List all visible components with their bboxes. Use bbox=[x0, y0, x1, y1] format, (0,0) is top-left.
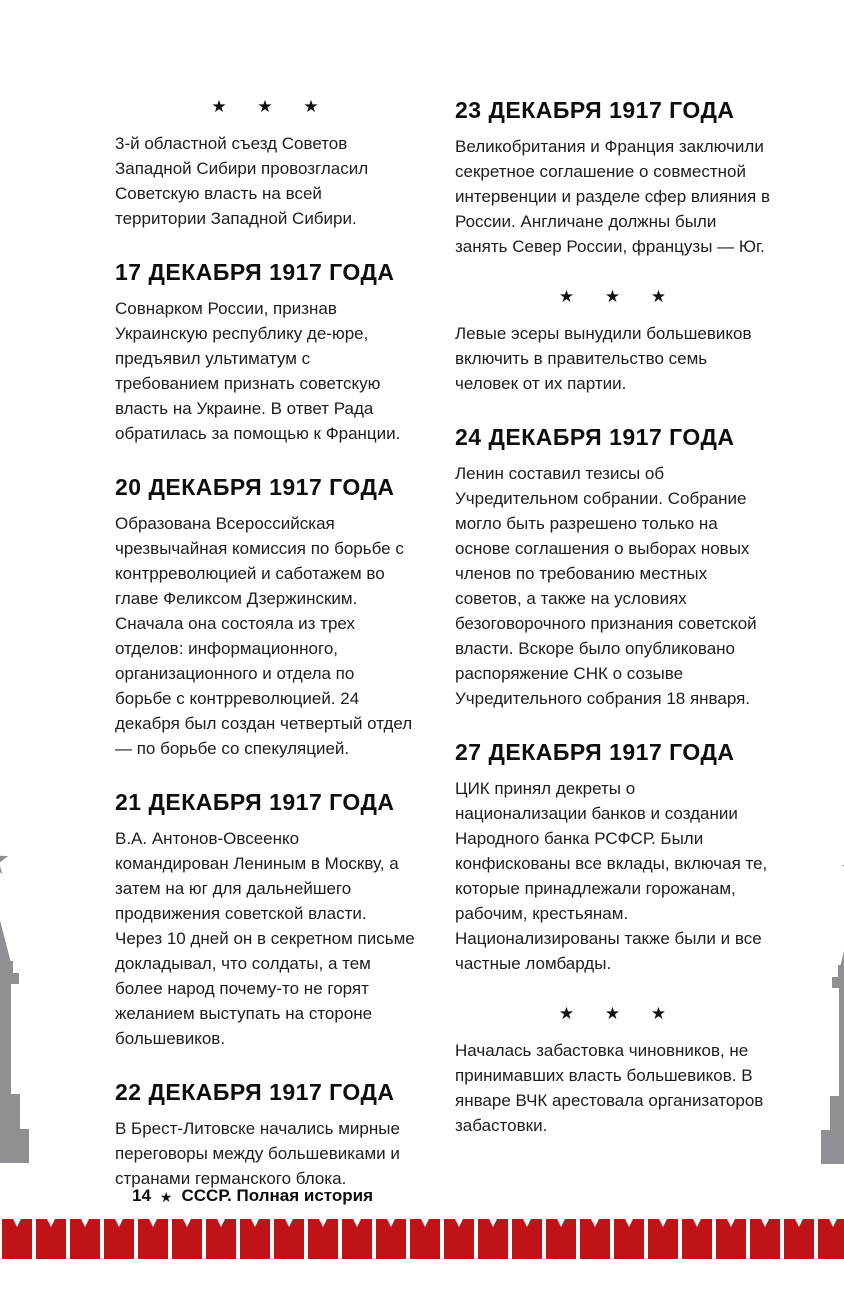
entry-paragraph: Ленин составил тезисы об Учредительном собрании. Собрание могло быть разрешено только на основе соглашения о выборах новых членов по требованию местных советов, а также на условиях безоговорочного признания советской власти. Вскоре было опубликовано распоряжение СНК о созыве Учредительного собрания 18 января. bbox=[455, 464, 757, 708]
kremlin-wall-border bbox=[0, 1213, 844, 1259]
entry-paragraph: Великобритания и Франция заключили секретное соглашение о совместной интервенции и разделе сфер влияния в России. Англичане должны были занять Север России, французы — Юг. bbox=[455, 137, 771, 256]
entry-paragraph: Началась забастовка чиновников, не принимавших власть большевиков. В январе ВЧК арестовала организаторов забастовки. bbox=[455, 1041, 764, 1135]
page-footer bbox=[132, 1186, 373, 1206]
stars-divider: ★ ★ ★ bbox=[558, 1004, 667, 1023]
entry-paragraph: В Брест-Литовске начались мирные переговоры между большевиками и странами германского блока. bbox=[115, 1119, 400, 1188]
left-column bbox=[115, 97, 415, 1193]
entry-paragraph: Образована Всероссийская чрезвычайная комиссия по борьбе с контрреволюцией и саботажем во главе Феликсом Дзержинским. Сначала она состояла из трех отделов: информационного, организационного и отдела по борьбе с контрреволюцией. 24 декабря был создан четвертый отдел — по борьбе со спекуляцией. bbox=[115, 514, 413, 758]
date-heading: 22 ДЕКАБРЯ 1917 ГОДА bbox=[115, 1079, 395, 1105]
stars-divider: ★ ★ ★ bbox=[211, 97, 319, 116]
date-heading: 23 ДЕКАБРЯ 1917 ГОДА bbox=[455, 97, 735, 123]
date-heading: 21 ДЕКАБРЯ 1917 ГОДА bbox=[115, 789, 395, 815]
page-number: 14 bbox=[132, 1186, 151, 1205]
page-content bbox=[115, 97, 770, 1193]
kremlin-silhouette-left-icon bbox=[0, 843, 38, 1163]
date-heading: 17 ДЕКАБРЯ 1917 ГОДА bbox=[115, 259, 395, 285]
kremlin-silhouette-right-icon bbox=[812, 852, 844, 1164]
date-heading: 24 ДЕКАБРЯ 1917 ГОДА bbox=[455, 424, 735, 450]
footer-star-icon: ★ bbox=[159, 1188, 173, 1205]
entry-paragraph: Левые эсеры вынудили большевиков включить в правительство семь человек от их партии. bbox=[455, 324, 752, 393]
right-column bbox=[455, 97, 770, 1193]
date-heading: 20 ДЕКАБРЯ 1917 ГОДА bbox=[115, 474, 395, 500]
entry-paragraph: Совнарком России, признав Украинскую республику де-юре, предъявил ультиматум с требованием признать советскую власть на Украине. В ответ Рада обратилась за помощью к Франции. bbox=[115, 299, 401, 443]
entry-paragraph: 3-й областной съезд Советов Западной Сибири провозгласил Советскую власть на всей территории Западной Сибири. bbox=[115, 134, 369, 228]
entry-paragraph: В.А. Антонов-Овсеенко командирован Лениным в Москву, а затем на юг для дальнейшего продвижения советской власти. Через 10 дней он в секретном письме докладывал, что солдаты, а тем более народ почему-то не горят желанием выступать на стороне большевиков. bbox=[115, 829, 415, 1048]
stars-divider: ★ ★ ★ bbox=[558, 287, 667, 306]
book-title: СССР. Полная история bbox=[181, 1186, 374, 1205]
entry-paragraph: ЦИК принял декреты о национализации банков и создании Народного банка РСФСР. Были конфискованы все вклады, включая те, которые принадлежали горожанам, рабочим, крестьянам. Национализированы также были и все частные ломбарды. bbox=[455, 779, 768, 973]
date-heading: 27 ДЕКАБРЯ 1917 ГОДА bbox=[455, 739, 735, 765]
